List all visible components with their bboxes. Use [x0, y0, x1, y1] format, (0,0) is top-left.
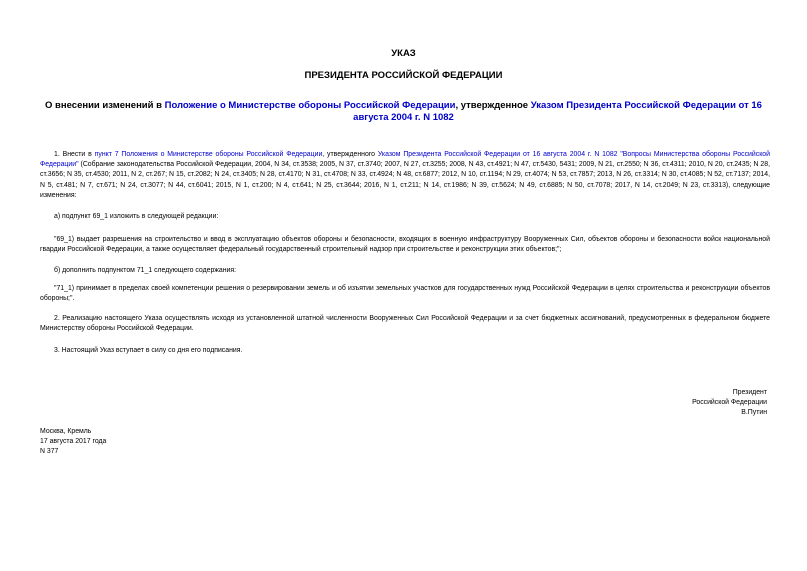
- item-a: а) подпункт 69_1 изложить в следующей редакции:: [54, 213, 219, 220]
- paragraph-2: 2. Реализацию настоящего Указа осуществлять исходя из установленной штатной численности Вооруженных Сил Российской Федерации и за счет бюджетных ассигнований, предусмотренных в федеральном бюджете Министерству обороны Российской Федерации.: [40, 315, 770, 333]
- document-title: УКАЗ: [391, 48, 416, 59]
- paragraph-1: [40, 150, 770, 201]
- quote-69-1: "69_1) выдает разрешения на строительство и ввод в эксплуатацию объектов обороны и безопасности, входящих в военную инфраструктуру Вооруженных Сил, объектов обороны и безопасности войск национальной гвардии Российской Федерации, а также осуществляет федеральный государственный строительный надзор при строительстве и реконструкции этих объектов;";: [40, 236, 770, 254]
- heading-middle: , утвержденное: [455, 100, 531, 111]
- heading-link-decree[interactable]: Указом Президента Российской Федерации от 16 августа 2004 г. N 1082: [353, 100, 762, 123]
- paragraph-1-mid: , утвержденного: [322, 151, 378, 158]
- signature-position: Президент: [732, 389, 767, 396]
- paragraph-1-rest: (Собрание законодательства Российской Федерации, 2004, N 34, ст.3538; 2005, N 37, ст.3740; 2007, N 27, ст.3255; 2008, N 43, ст.4921; N 47, ст.5430, 5431; 2009, N 21, ст.2550; N 36, ст.4311; 2010, N 20, ст.2435; N 28, ст.3656; N 35, ст.4530; 2011, N 2, ст.267; N 15, ст.2082; N 24, ст.3405; N 28, ст.4170; N 31, ст.4708; N 33, ст.4924; N 48, ст.6877; 2012, N 10, ст.1194; N 29, ст.4074; N 53, ст.7857; 2013, N 26, ст.3314; N 30, ст.4085; N 52, ст.7137; 2014, N 5, ст.481; N 7, ст.671; N 24, ст.3077; N 44, ст.6041; 2015, N 1, ст.200; N 4, ст.641; N 25, ст.3644; 2016, N 1, ст.211; N 14, ст.1986; N 39, ст.5624; N 49, ст.6885; N 50, ст.7078; 2017, N 14, ст.2049; N 23, ст.3313), следующие изменения:: [40, 161, 770, 199]
- signature-name: В.Путин: [741, 409, 767, 417]
- signature-country: Российской Федерации: [692, 399, 767, 407]
- quote-71-1: "71_1) принимает в пределах своей компетенции решения о резервировании земель и об изъятии земельных участков для государственных нужд Российской Федерации в целях строительства и реконструкции объектов обороны;".: [40, 285, 770, 303]
- document-heading: [44, 100, 763, 124]
- place-date-block: [40, 427, 106, 458]
- paragraph-1-link-clause[interactable]: пункт 7 Положения о Министерстве обороны Российской Федерации: [94, 151, 323, 158]
- place-city: Москва, Кремль: [40, 428, 92, 435]
- paragraph-1-start: 1. Внести в: [54, 151, 95, 158]
- paragraph-3: 3. Настоящий Указ вступает в силу со дня его подписания.: [54, 347, 243, 354]
- document-issuer: ПРЕЗИДЕНТА РОССИЙСКОЙ ФЕДЕРАЦИИ: [304, 70, 503, 81]
- document-number: N 377: [40, 448, 59, 456]
- paragraph-1-link-decree[interactable]: Указом Президента Российской Федерации от 16 августа 2004 г. N 1082 "Вопросы Министерства обороны Российской Федерации": [40, 151, 770, 169]
- item-b: б) дополнить подпунктом 71_1 следующего содержания:: [54, 267, 237, 274]
- signature-block: [692, 388, 767, 419]
- heading-link-regulation[interactable]: Положение о Министерстве обороны Российской Федерации: [164, 100, 456, 111]
- place-date: 17 августа 2017 года: [40, 438, 107, 446]
- heading-prefix: О внесении изменений в: [45, 100, 165, 111]
